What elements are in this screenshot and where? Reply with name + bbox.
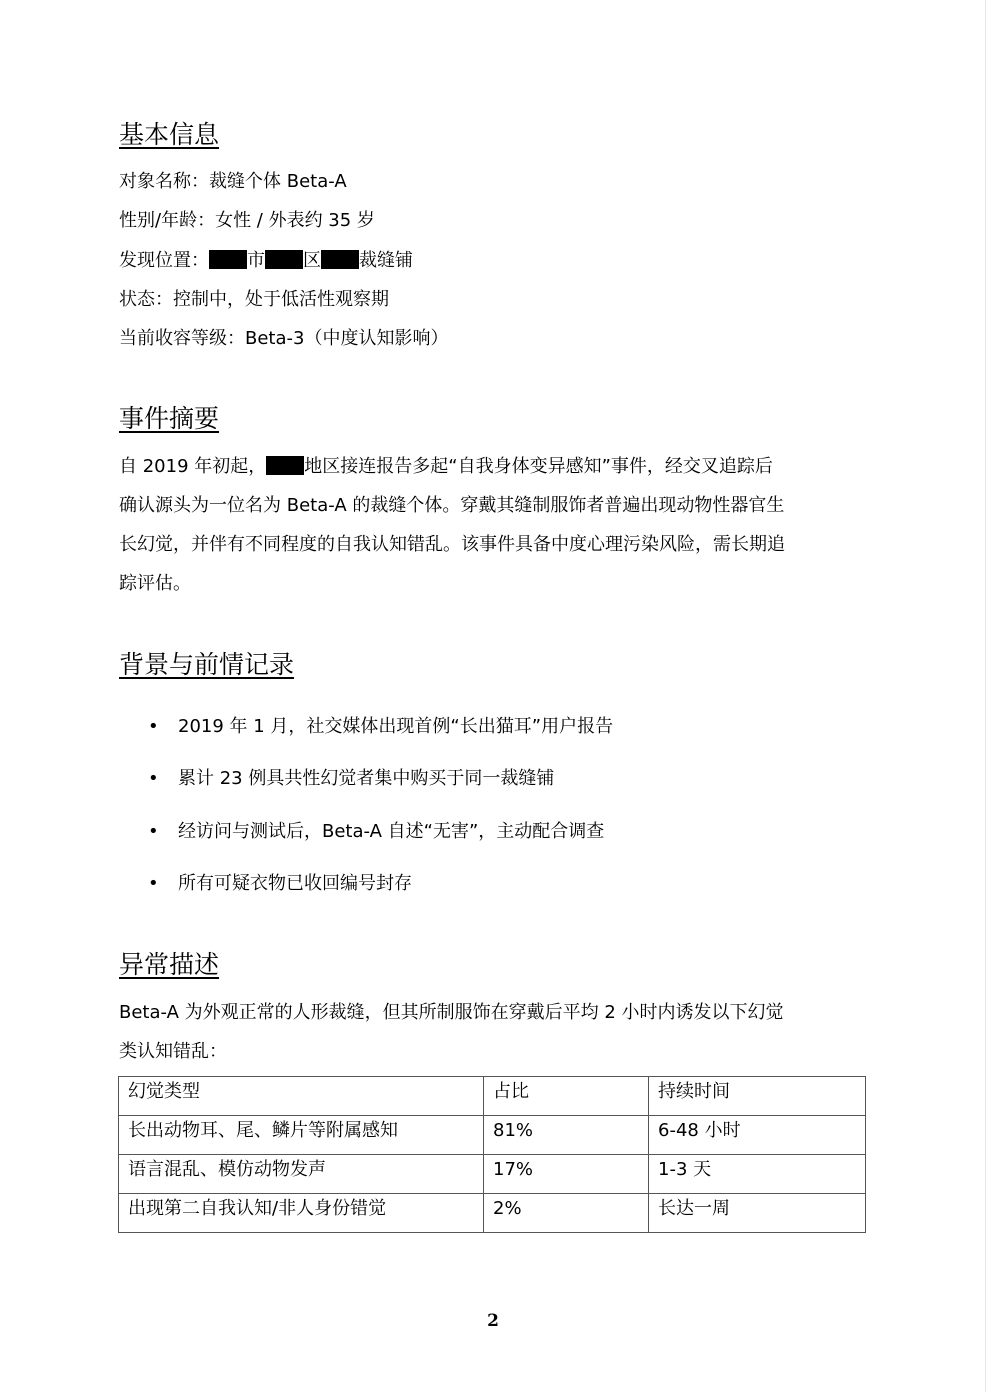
- status-line: 状态：控制中，处于低活性观察期: [119, 289, 389, 310]
- table-header-row: [119, 1077, 866, 1116]
- table-cell: 81%: [484, 1116, 649, 1155]
- summary-line-1-end: 地区接连报告多起“自我身体变异感知”事件，经交叉追踪后: [304, 456, 773, 477]
- object-name-line: 对象名称：裁缝个体 Beta-A: [119, 171, 347, 192]
- table-header-cell: 幻觉类型: [119, 1077, 484, 1116]
- summary-heading: 事件摘要: [119, 404, 220, 433]
- background-heading: 背景与前情记录: [119, 650, 295, 679]
- redaction-bar: [265, 250, 303, 269]
- table-cell: 长达一周: [649, 1194, 866, 1233]
- containment-level-line: 当前收容等级：Beta-3（中度认知影响）: [119, 328, 449, 349]
- table-row: [119, 1194, 866, 1233]
- table-cell: 长出动物耳、尾、鳞片等附属感知: [119, 1116, 484, 1155]
- anomaly-heading: 异常描述: [119, 950, 220, 979]
- table-header-cell: 占比: [484, 1077, 649, 1116]
- summary-line-3: 长幻觉，并伴有不同程度的自我认知错乱。该事件具备中度心理污染风险，需长期追: [119, 534, 785, 555]
- redaction-bar: [209, 250, 247, 269]
- location-line: [119, 248, 413, 274]
- table-cell: 出现第二自我认知/非人身份错觉: [119, 1194, 484, 1233]
- table-cell: 语言混乱、模仿动物发声: [119, 1155, 484, 1194]
- summary-line-1: [119, 454, 773, 480]
- location-shop: 裁缝铺: [359, 250, 413, 271]
- anomaly-line-1: Beta-A 为外观正常的人形裁缝，但其所制服饰在穿戴后平均 2 小时内诱发以下幻觉: [119, 1002, 784, 1023]
- background-item-1: 2019 年 1 月，社交媒体出现首例“长出猫耳”用户报告: [178, 716, 614, 737]
- table-header-cell: 持续时间: [649, 1077, 866, 1116]
- redaction-bar: [321, 250, 359, 269]
- summary-line-1-start: 自 2019 年初起，: [119, 456, 267, 477]
- anomaly-line-2: 类认知错乱：: [119, 1041, 227, 1062]
- table-row: [119, 1155, 866, 1194]
- page-number: 2: [487, 1311, 499, 1331]
- background-item-2: 累计 23 例具共性幻觉者集中购买于同一裁缝铺: [178, 768, 555, 789]
- table-cell: 17%: [484, 1155, 649, 1194]
- bullet-marker: •: [148, 716, 159, 737]
- gender-age-line: 性别/年龄：女性 / 外表约 35 岁: [119, 210, 375, 231]
- table-cell: 1-3 天: [649, 1155, 866, 1194]
- bullet-marker: •: [148, 768, 159, 789]
- redaction-bar: [266, 456, 304, 475]
- background-item-3: 经访问与测试后，Beta-A 自述“无害”，主动配合调查: [178, 821, 605, 842]
- location-district: 区: [303, 250, 321, 271]
- location-label: 发现位置：: [119, 250, 209, 271]
- table-row: [119, 1116, 866, 1155]
- background-item-4: 所有可疑衣物已收回编号封存: [178, 873, 412, 894]
- table-cell: 2%: [484, 1194, 649, 1233]
- bullet-marker: •: [148, 821, 159, 842]
- table-cell: 6-48 小时: [649, 1116, 866, 1155]
- summary-line-2: 确认源头为一位名为 Beta-A 的裁缝个体。穿戴其缝制服饰者普遍出现动物性器官生: [119, 495, 785, 516]
- location-city: 市: [247, 250, 265, 271]
- summary-line-4: 踪评估。: [119, 573, 191, 594]
- basic-info-heading: 基本信息: [119, 120, 220, 149]
- hallucination-table: [118, 1076, 866, 1233]
- bullet-marker: •: [148, 873, 159, 894]
